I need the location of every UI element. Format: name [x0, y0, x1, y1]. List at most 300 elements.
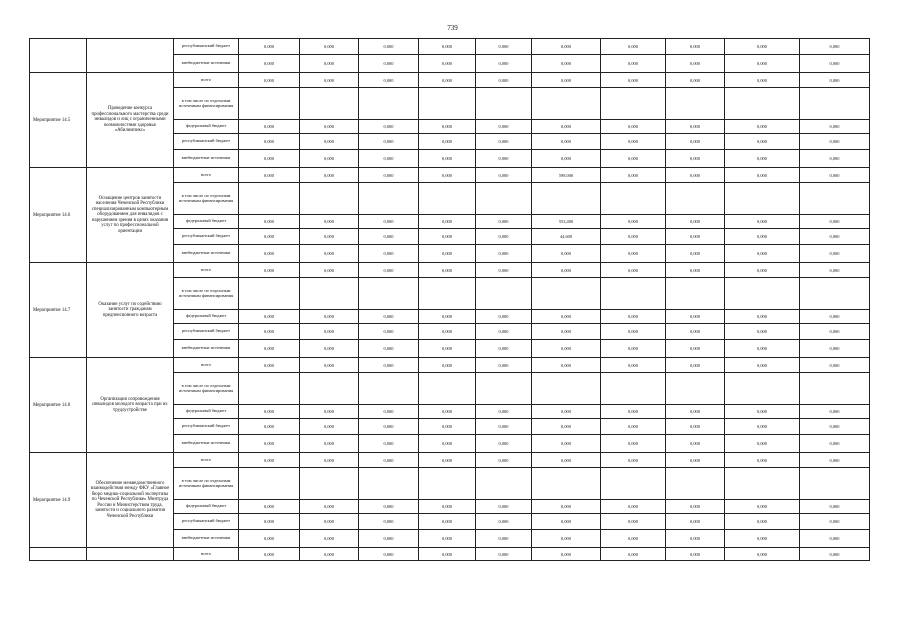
value-cell: 0,000 — [532, 548, 601, 561]
value-cell: 0,000 — [666, 548, 725, 561]
value-cell: 0,000 — [601, 405, 666, 419]
empty-cell — [419, 88, 476, 120]
empty-cell — [476, 88, 532, 120]
event-code: Мероприятие 14.9 — [30, 453, 87, 548]
empty-cell — [419, 468, 476, 500]
value-cell: 0,000 — [800, 340, 870, 358]
value-cell: 0,000 — [601, 120, 666, 134]
value-cell: 0,000 — [300, 435, 359, 453]
value-cell: 0,000 — [419, 229, 476, 245]
event-code: Мероприятие 14.8 — [30, 358, 87, 453]
funding-source: федеральный бюджет — [174, 215, 239, 229]
empty-cell — [800, 278, 870, 310]
value-cell: 0,000 — [476, 453, 532, 468]
value-cell: 0,000 — [300, 215, 359, 229]
value-cell: 0,000 — [532, 358, 601, 373]
value-cell: 0,000 — [476, 263, 532, 278]
table-row — [30, 548, 870, 561]
funding-source: внебюджетные источники — [174, 150, 239, 168]
value-cell: 0,000 — [725, 229, 800, 245]
empty-cell — [239, 278, 300, 310]
funding-source: федеральный бюджет — [174, 500, 239, 514]
value-cell: 0,000 — [359, 435, 419, 453]
value-cell: 0,000 — [666, 263, 725, 278]
funding-source: республиканский бюджет — [174, 39, 239, 55]
value-cell: 0,000 — [419, 150, 476, 168]
funding-source: всего — [174, 263, 239, 278]
value-cell: 0,000 — [532, 150, 601, 168]
value-cell: 0,000 — [419, 168, 476, 183]
value-cell: 0,000 — [601, 150, 666, 168]
value-cell: 0,000 — [725, 55, 800, 73]
value-cell: 0,000 — [419, 514, 476, 530]
value-cell: 0,000 — [476, 324, 532, 340]
funding-source: республиканский бюджет — [174, 419, 239, 435]
value-cell: 0,000 — [419, 405, 476, 419]
empty-cell — [725, 278, 800, 310]
value-cell: 0,000 — [666, 358, 725, 373]
value-cell: 0,000 — [239, 435, 300, 453]
value-cell: 0,000 — [300, 150, 359, 168]
value-cell: 0,000 — [601, 548, 666, 561]
empty-cell — [666, 88, 725, 120]
value-cell: 0,000 — [725, 150, 800, 168]
value-cell: 0,000 — [239, 514, 300, 530]
value-cell: 0,000 — [239, 340, 300, 358]
value-cell: 0,000 — [532, 55, 601, 73]
value-cell: 0,000 — [300, 500, 359, 514]
empty-cell — [666, 373, 725, 405]
value-cell: 0,000 — [601, 229, 666, 245]
value-cell: 0,000 — [666, 514, 725, 530]
empty-cell — [800, 373, 870, 405]
value-cell: 0,000 — [725, 435, 800, 453]
value-cell: 0,000 — [419, 120, 476, 134]
value-cell: 0,000 — [419, 263, 476, 278]
funding-source: республиканский бюджет — [174, 229, 239, 245]
value-cell: 0,000 — [300, 263, 359, 278]
funding-source: федеральный бюджет — [174, 310, 239, 324]
value-cell: 0,000 — [532, 514, 601, 530]
value-cell: 0,000 — [532, 245, 601, 263]
funding-source: внебюджетные источники — [174, 435, 239, 453]
value-cell: 0,000 — [725, 134, 800, 150]
funding-source: федеральный бюджет — [174, 120, 239, 134]
value-cell: 0,000 — [359, 324, 419, 340]
value-cell: 0,000 — [601, 435, 666, 453]
value-cell: 0,000 — [300, 453, 359, 468]
value-cell: 44,600 — [532, 229, 601, 245]
value-cell: 0,000 — [532, 263, 601, 278]
value-cell: 0,000 — [532, 405, 601, 419]
empty-cell — [532, 468, 601, 500]
empty-cell — [239, 373, 300, 405]
value-cell: 0,000 — [800, 530, 870, 548]
value-cell: 0,000 — [476, 120, 532, 134]
empty-cell — [532, 183, 601, 215]
value-cell: 0,000 — [532, 134, 601, 150]
value-cell: 0,000 — [601, 134, 666, 150]
value-cell: 0,000 — [419, 73, 476, 88]
value-cell: 0,000 — [239, 310, 300, 324]
value-cell: 553,400 — [532, 215, 601, 229]
empty-cell — [800, 468, 870, 500]
event-code-cell — [30, 39, 87, 73]
value-cell: 0,000 — [300, 73, 359, 88]
value-cell: 0,000 — [239, 453, 300, 468]
value-cell: 0,000 — [476, 514, 532, 530]
value-cell: 0,000 — [476, 39, 532, 55]
empty-cell — [300, 183, 359, 215]
event-code: Мероприятие 14.5 — [30, 73, 87, 168]
value-cell: 0,000 — [725, 340, 800, 358]
value-cell: 0,000 — [666, 134, 725, 150]
empty-cell — [359, 88, 419, 120]
funding-source: всего — [174, 548, 239, 561]
value-cell: 0,000 — [359, 548, 419, 561]
table-row — [30, 358, 870, 373]
value-cell: 0,000 — [419, 548, 476, 561]
empty-cell — [359, 373, 419, 405]
value-cell: 0,000 — [725, 358, 800, 373]
empty-cell — [532, 278, 601, 310]
empty-cell — [300, 468, 359, 500]
empty-cell — [476, 183, 532, 215]
value-cell: 0,000 — [725, 405, 800, 419]
value-cell: 0,000 — [666, 229, 725, 245]
value-cell: 0,000 — [800, 435, 870, 453]
value-cell: 0,000 — [725, 514, 800, 530]
value-cell: 0,000 — [725, 39, 800, 55]
value-cell: 0,000 — [300, 168, 359, 183]
empty-cell — [300, 278, 359, 310]
value-cell: 0,000 — [359, 263, 419, 278]
value-cell: 0,000 — [419, 134, 476, 150]
empty-cell — [239, 183, 300, 215]
event-name-cell — [87, 39, 174, 73]
value-cell: 0,000 — [666, 245, 725, 263]
value-cell: 0,000 — [800, 229, 870, 245]
funding-source: в том числе по отдельным источникам финансирования — [174, 88, 239, 120]
empty-cell — [601, 468, 666, 500]
empty-cell — [601, 183, 666, 215]
value-cell: 0,000 — [300, 419, 359, 435]
empty-cell — [476, 468, 532, 500]
value-cell: 0,000 — [601, 514, 666, 530]
value-cell: 0,000 — [800, 73, 870, 88]
value-cell: 0,000 — [800, 120, 870, 134]
event-name: Оснащение центров занятости населения Чеченской Республики специализированным компьютерным оборудованием для инвалидов с нарушением зрения в целях оказания услуг по профессиональной ориентации — [87, 168, 174, 263]
value-cell: 0,000 — [666, 73, 725, 88]
value-cell: 0,000 — [476, 548, 532, 561]
value-cell: 0,000 — [725, 500, 800, 514]
value-cell: 0,000 — [239, 548, 300, 561]
value-cell: 0,000 — [359, 215, 419, 229]
value-cell: 0,000 — [800, 453, 870, 468]
value-cell: 0,000 — [725, 530, 800, 548]
funding-source: в том числе по отдельным источникам финансирования — [174, 278, 239, 310]
value-cell: 0,000 — [476, 245, 532, 263]
value-cell: 0,000 — [725, 419, 800, 435]
table-row — [30, 263, 870, 278]
funding-source: республиканский бюджет — [174, 134, 239, 150]
value-cell: 0,000 — [601, 39, 666, 55]
value-cell: 0,000 — [419, 358, 476, 373]
funding-source: внебюджетные источники — [174, 530, 239, 548]
value-cell: 0,000 — [725, 453, 800, 468]
table-row — [30, 73, 870, 88]
value-cell: 0,000 — [725, 548, 800, 561]
event-name: Оказание услуг по содействию занятости гражданам предпенсионного возраста — [87, 263, 174, 358]
empty-cell — [532, 373, 601, 405]
value-cell: 0,000 — [476, 73, 532, 88]
value-cell: 0,000 — [800, 263, 870, 278]
value-cell: 0,000 — [800, 55, 870, 73]
funding-source: всего — [174, 358, 239, 373]
value-cell: 0,000 — [419, 324, 476, 340]
value-cell: 0,000 — [300, 310, 359, 324]
value-cell: 0,000 — [666, 500, 725, 514]
value-cell: 0,000 — [359, 120, 419, 134]
value-cell: 0,000 — [359, 39, 419, 55]
value-cell: 0,000 — [476, 310, 532, 324]
value-cell: 0,000 — [800, 150, 870, 168]
value-cell: 0,000 — [601, 310, 666, 324]
value-cell: 0,000 — [300, 55, 359, 73]
empty-cell — [725, 468, 800, 500]
value-cell: 0,000 — [601, 419, 666, 435]
value-cell: 0,000 — [359, 229, 419, 245]
value-cell: 0,000 — [666, 340, 725, 358]
value-cell: 0,000 — [300, 358, 359, 373]
funding-source: внебюджетные источники — [174, 55, 239, 73]
value-cell: 0,000 — [300, 324, 359, 340]
value-cell: 0,000 — [800, 548, 870, 561]
value-cell: 0,000 — [359, 168, 419, 183]
value-cell: 0,000 — [800, 500, 870, 514]
value-cell: 0,000 — [419, 310, 476, 324]
value-cell: 0,000 — [419, 215, 476, 229]
value-cell: 0,000 — [601, 530, 666, 548]
value-cell: 0,000 — [532, 310, 601, 324]
value-cell: 0,000 — [601, 245, 666, 263]
value-cell: 0,000 — [532, 73, 601, 88]
event-code: Мероприятие 14.7 — [30, 263, 87, 358]
value-cell: 0,000 — [725, 263, 800, 278]
value-cell: 0,000 — [476, 229, 532, 245]
value-cell: 0,000 — [476, 168, 532, 183]
event-code-cell — [30, 548, 87, 561]
value-cell: 0,000 — [601, 324, 666, 340]
event-name: Обеспечение межведомственного взаимодействия между ФКУ «Главное бюро медико-социальной экспертизы по Чеченской Республике» Минтруда России и Министерством труда, занятости и социального развития Чеченской Республики — [87, 453, 174, 548]
value-cell: 0,000 — [601, 500, 666, 514]
empty-cell — [800, 183, 870, 215]
value-cell: 0,000 — [666, 435, 725, 453]
value-cell: 0,000 — [601, 340, 666, 358]
value-cell: 0,000 — [300, 340, 359, 358]
value-cell: 0,000 — [300, 405, 359, 419]
empty-cell — [419, 183, 476, 215]
value-cell: 0,000 — [239, 245, 300, 263]
value-cell: 0,000 — [601, 453, 666, 468]
empty-cell — [239, 468, 300, 500]
value-cell: 0,000 — [239, 134, 300, 150]
funding-source: в том числе по отдельным источникам финансирования — [174, 183, 239, 215]
value-cell: 0,000 — [476, 134, 532, 150]
value-cell: 0,000 — [601, 73, 666, 88]
value-cell: 0,000 — [476, 340, 532, 358]
value-cell: 0,000 — [359, 453, 419, 468]
value-cell: 0,000 — [532, 453, 601, 468]
empty-cell — [300, 88, 359, 120]
empty-cell — [532, 88, 601, 120]
value-cell: 0,000 — [800, 39, 870, 55]
value-cell: 0,000 — [532, 324, 601, 340]
value-cell: 0,000 — [476, 215, 532, 229]
value-cell: 0,000 — [666, 324, 725, 340]
funding-source: всего — [174, 453, 239, 468]
value-cell: 0,000 — [666, 120, 725, 134]
value-cell: 0,000 — [666, 55, 725, 73]
value-cell: 0,000 — [239, 530, 300, 548]
funding-source: федеральный бюджет — [174, 405, 239, 419]
value-cell: 0,000 — [725, 324, 800, 340]
value-cell: 0,000 — [532, 500, 601, 514]
value-cell: 0,000 — [666, 39, 725, 55]
value-cell: 0,000 — [359, 514, 419, 530]
value-cell: 0,000 — [800, 134, 870, 150]
value-cell: 0,000 — [666, 419, 725, 435]
value-cell: 0,000 — [239, 150, 300, 168]
empty-cell — [800, 88, 870, 120]
value-cell: 0,000 — [476, 530, 532, 548]
value-cell: 0,000 — [476, 435, 532, 453]
value-cell: 0,000 — [239, 324, 300, 340]
funding-source: внебюджетные источники — [174, 245, 239, 263]
value-cell: 0,000 — [419, 530, 476, 548]
value-cell: 0,000 — [666, 150, 725, 168]
value-cell: 0,000 — [666, 215, 725, 229]
empty-cell — [359, 278, 419, 310]
value-cell: 0,000 — [601, 168, 666, 183]
funding-source: внебюджетные источники — [174, 340, 239, 358]
value-cell: 0,000 — [800, 419, 870, 435]
value-cell: 0,000 — [419, 453, 476, 468]
event-name: Проведение конкурса профессионального мастерства среди инвалидов и лиц с ограниченными возможностями здоровья «Абилимпикс» — [87, 73, 174, 168]
event-name-cell — [87, 548, 174, 561]
empty-cell — [666, 183, 725, 215]
table-row — [30, 453, 870, 468]
value-cell: 0,000 — [239, 55, 300, 73]
value-cell: 0,000 — [239, 168, 300, 183]
value-cell: 0,000 — [532, 419, 601, 435]
value-cell: 0,000 — [359, 134, 419, 150]
value-cell: 0,000 — [239, 39, 300, 55]
empty-cell — [725, 373, 800, 405]
empty-cell — [359, 183, 419, 215]
value-cell: 0,000 — [601, 55, 666, 73]
value-cell: 0,000 — [359, 500, 419, 514]
funding-source: всего — [174, 73, 239, 88]
value-cell: 0,000 — [419, 245, 476, 263]
empty-cell — [419, 278, 476, 310]
empty-cell — [725, 88, 800, 120]
value-cell: 0,000 — [800, 168, 870, 183]
value-cell: 0,000 — [300, 120, 359, 134]
funding-source: всего — [174, 168, 239, 183]
value-cell: 0,000 — [300, 229, 359, 245]
value-cell: 0,000 — [532, 530, 601, 548]
empty-cell — [359, 468, 419, 500]
value-cell: 0,000 — [359, 310, 419, 324]
value-cell: 0,000 — [725, 215, 800, 229]
value-cell: 0,000 — [666, 530, 725, 548]
value-cell: 0,000 — [300, 530, 359, 548]
value-cell: 0,000 — [239, 500, 300, 514]
value-cell: 0,000 — [419, 55, 476, 73]
value-cell: 0,000 — [359, 405, 419, 419]
value-cell: 0,000 — [800, 310, 870, 324]
empty-cell — [601, 278, 666, 310]
value-cell: 0,000 — [800, 358, 870, 373]
value-cell: 0,000 — [601, 263, 666, 278]
value-cell: 0,000 — [532, 120, 601, 134]
empty-cell — [476, 278, 532, 310]
value-cell: 0,000 — [725, 310, 800, 324]
value-cell: 0,000 — [800, 215, 870, 229]
value-cell: 0,000 — [359, 245, 419, 263]
table-row — [30, 39, 870, 55]
table-body — [30, 39, 870, 561]
page-number: 739 — [447, 24, 458, 32]
value-cell: 0,000 — [532, 340, 601, 358]
value-cell: 0,000 — [666, 405, 725, 419]
value-cell: 0,000 — [359, 73, 419, 88]
value-cell: 0,000 — [601, 215, 666, 229]
value-cell: 0,000 — [666, 168, 725, 183]
value-cell: 0,000 — [476, 419, 532, 435]
value-cell: 0,000 — [239, 405, 300, 419]
value-cell: 0,000 — [476, 500, 532, 514]
value-cell: 0,000 — [359, 358, 419, 373]
funding-source: республиканский бюджет — [174, 514, 239, 530]
value-cell: 0,000 — [300, 134, 359, 150]
empty-cell — [601, 88, 666, 120]
empty-cell — [666, 278, 725, 310]
value-cell: 0,000 — [532, 39, 601, 55]
value-cell: 0,000 — [419, 435, 476, 453]
value-cell: 0,000 — [419, 340, 476, 358]
value-cell: 0,000 — [300, 514, 359, 530]
empty-cell — [666, 468, 725, 500]
value-cell: 0,000 — [601, 358, 666, 373]
value-cell: 0,000 — [359, 530, 419, 548]
event-name: Организация сопровождения инвалидов молодого возраста при их трудоустройстве — [87, 358, 174, 453]
value-cell: 0,000 — [300, 245, 359, 263]
financing-table — [29, 38, 870, 561]
value-cell: 0,000 — [239, 263, 300, 278]
value-cell: 0,000 — [666, 453, 725, 468]
value-cell: 0,000 — [476, 358, 532, 373]
value-cell: 0,000 — [419, 39, 476, 55]
value-cell: 0,000 — [300, 39, 359, 55]
table-row — [30, 168, 870, 183]
value-cell: 0,000 — [239, 358, 300, 373]
value-cell: 0,000 — [725, 73, 800, 88]
value-cell: 0,000 — [239, 215, 300, 229]
value-cell: 0,000 — [239, 419, 300, 435]
value-cell: 0,000 — [239, 73, 300, 88]
